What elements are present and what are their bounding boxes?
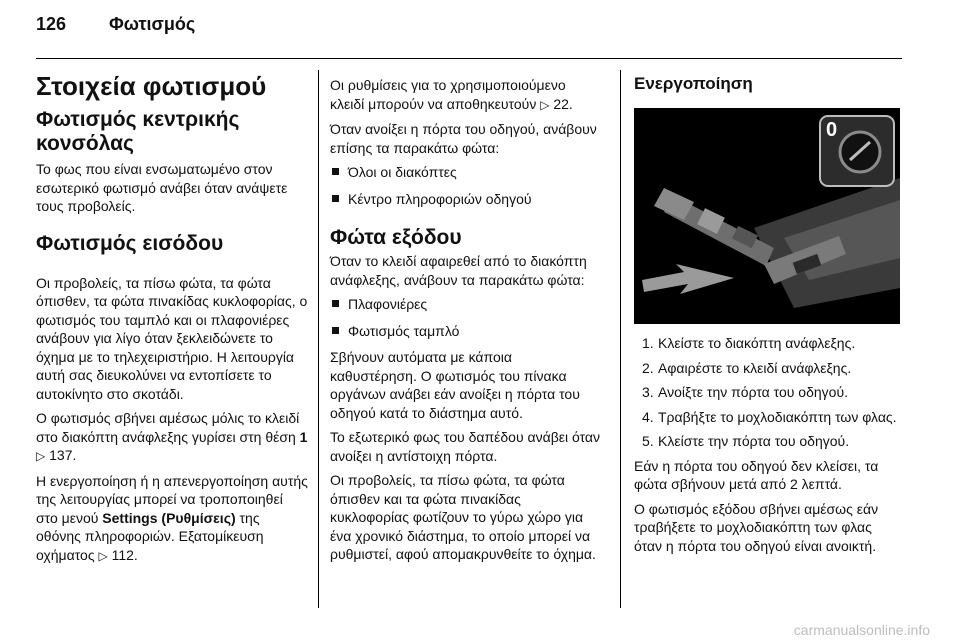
step-item: 3. Ανοίξτε την πόρτα του οδηγού. <box>642 384 849 400</box>
list-item: Πλαφονιέρες <box>330 295 602 314</box>
door-not-closed-paragraph: Εάν η πόρτα του οδηγού δεν κλείσει, τα φώτα σβήνουν μετά από 2 λεπτά. <box>634 457 879 492</box>
header-rule <box>36 58 902 59</box>
section-title: Φωτισμός <box>109 14 196 34</box>
step-item: 1. Κλείστε το διακόπτη ανάφλεξης. <box>642 335 856 351</box>
exit-lighting-paragraph: Όταν το κλειδί αφαιρεθεί από το διακόπτη ανάφλεξης, ανάβουν τα παρακάτω φώτα: <box>330 253 587 288</box>
activation-steps <box>634 334 902 451</box>
page-reference[interactable]: 22. <box>553 95 573 112</box>
door-open-list <box>330 163 602 208</box>
page-title: Στοιχεία φωτισμού <box>36 71 267 101</box>
stalk-illustration-svg <box>634 108 900 324</box>
page-ref-arrow-icon: ▷ <box>98 548 108 563</box>
key-settings-paragraph: Οι ρυθμίσεις για το χρησιμοποιούμενο κλειδί μπορούν να αποθηκευτούν ▷ 22. <box>330 77 573 112</box>
turn-signal-stalk-illustration <box>634 108 900 324</box>
entry-lighting-heading: Φωτισμός εισόδου <box>36 231 224 255</box>
exit-lighting-off-paragraph: Ο φωτισμός εξόδου σβήνει αμέσως εάν τραβήξετε το μοχλοδιακόπτη των φλας όταν η πόρτα του οδηγού είναι ανοικτή. <box>634 500 879 554</box>
page-ref-arrow-icon: ▷ <box>36 449 46 463</box>
exit-lighting-list <box>330 295 602 340</box>
console-lighting-text: Το φως που είναι ενσωματωμένο στον εσωτερικό φωτισμό ανάβει όταν ανάψετε τους προβολείς. <box>36 161 288 214</box>
step-item: 2. Αφαιρέστε το κλειδί ανάφλεξης. <box>642 359 852 376</box>
column-divider-right <box>620 70 621 608</box>
column-3 <box>634 62 902 561</box>
activation-heading: Ενεργοποίηση <box>634 74 753 93</box>
list-item: Όλοι οι διακόπτες <box>330 163 602 182</box>
page-reference[interactable]: 137. <box>49 447 77 463</box>
column-divider-left <box>318 70 319 608</box>
entry-lighting-paragraph-1: Οι προβολείς, τα πίσω φώτα, τα φώτα όπισθεν, τα φώτα πινακίδας κυκλοφορίας, ο φωτισμός του ταμπλό και οι πλαφονιέρες ανάβουν για λίγο όταν ξεκλειδώνετε το όχημα με το τηλεχειριστήριο. Η λειτουργία αυτή σας διευκολύνει να εντοπίσετε το αυτοκίνητο στο σκοτάδι. <box>36 274 308 402</box>
console-lighting-heading: Φωτισμός κεντρικής κονσόλας <box>36 108 240 155</box>
exit-lighting-heading: Φώτα εξόδου <box>330 226 462 249</box>
entry-lighting-paragraph-2: Ο φωτισμός σβήνει αμέσως μόλις το κλειδί στο διακόπτη ανάφλεξης γυρίσει στη θέση 1 ▷ 137. <box>36 410 308 463</box>
column-1 <box>36 62 308 571</box>
page-number: 126 <box>36 14 67 34</box>
settings-menu-name: Settings (Ρυθμίσεις) <box>102 509 236 526</box>
ignition-position: 1 <box>299 428 308 445</box>
column-2 <box>330 62 602 570</box>
floor-light-paragraph: Το εξωτερικό φως του δαπέδου ανάβει όταν ανοίξει η αντίστοιχη πόρτα. <box>330 429 600 464</box>
exterior-lights-paragraph: Οι προβολείς, τα πίσω φώτα, τα φώτα όπισθεν και τα φώτα πινακίδας κυκλοφορίας φωτίζουν το γύρω χώρο για ένα χρονικό διάστημα, το οποίο μπορεί να ρυθμιστεί, αφού απομακρυνθείτε το όχημα. <box>330 472 596 562</box>
page-header <box>36 14 195 35</box>
page-reference[interactable]: 112. <box>111 546 138 563</box>
step-item: 4. Τραβήξτε το μοχλοδιακόπτη των φλας. <box>642 408 897 425</box>
ignition-position-label: 0 <box>826 119 838 141</box>
step-item: 5. Κλείστε την πόρτα του οδηγού. <box>642 433 850 449</box>
watermark: carmanualsonline.info <box>793 622 930 638</box>
list-item: Φωτισμός ταμπλό <box>330 322 602 341</box>
page-ref-arrow-icon: ▷ <box>540 97 550 112</box>
door-open-paragraph: Όταν ανοίξει η πόρτα του οδηγού, ανάβουν επίσης τα παρακάτω φώτα: <box>330 121 597 156</box>
entry-lighting-paragraph-3: Η ενεργοποίηση ή η απενεργοποίηση αυτής της λειτουργίας μπορεί να τροποποιηθεί στο μενού Settings (Ρυθμίσεις) της οθόνης πληροφοριών. Εξατομίκευση οχήματος ▷ 112. <box>36 472 308 563</box>
auto-off-paragraph: Σβήνουν αυτόματα με κάποια καθυστέρηση. Ο φωτισμός του πίνακα οργάνων ανάβει εάν ανοίξει η πόρτα του οδηγού κατά το διάστημα αυτό. <box>330 349 580 421</box>
list-item: Κέντρο πληροφοριών οδηγού <box>330 190 602 209</box>
